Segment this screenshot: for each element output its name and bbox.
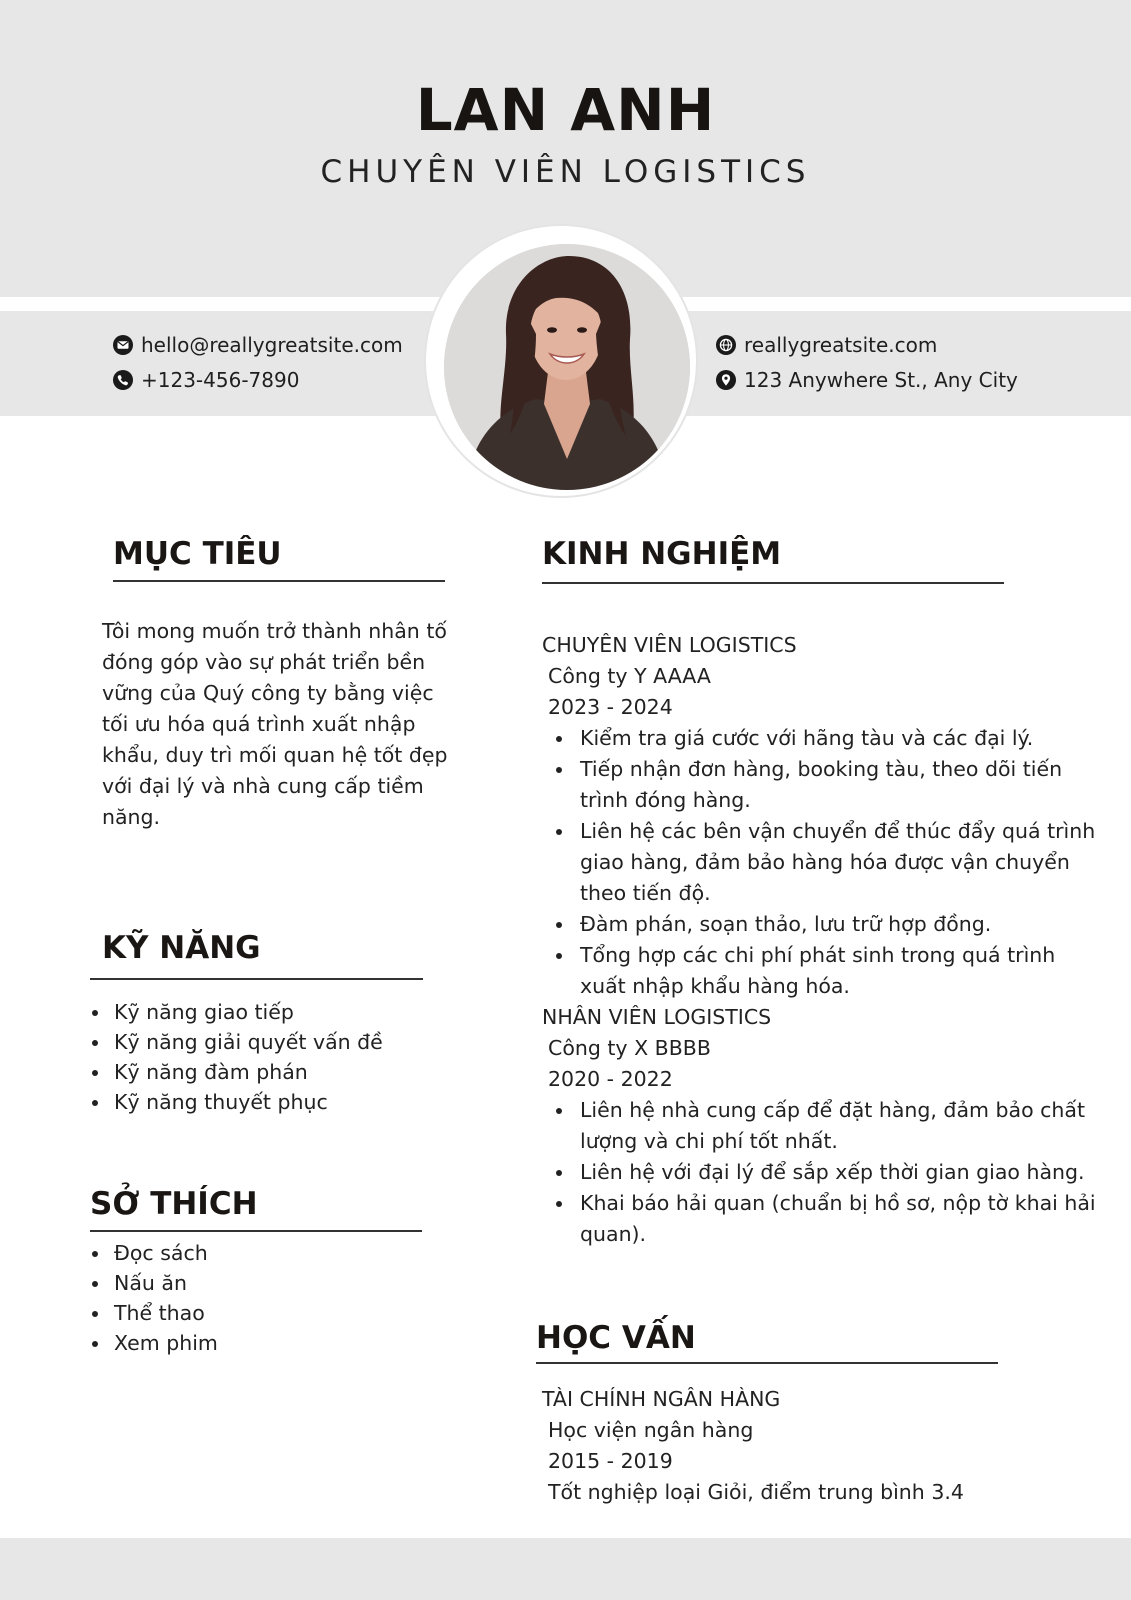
job-duty: Liên hệ nhà cung cấp để đặt hàng, đảm bảo chất lượng và chi phí tốt nhất. bbox=[542, 1095, 1102, 1157]
skill-item: Kỹ năng đàm phán bbox=[90, 1057, 450, 1087]
job-title: CHUYÊN VIÊN LOGISTICS bbox=[320, 154, 811, 190]
phone-icon bbox=[113, 370, 133, 390]
contact-website[interactable] bbox=[716, 333, 937, 357]
website-text: reallygreatsite.com bbox=[744, 333, 938, 357]
education-divider bbox=[536, 1362, 998, 1364]
job-duties bbox=[542, 723, 1102, 1002]
job-duty: Tiếp nhận đơn hàng, booking tàu, theo dõi tiến trình đóng hàng. bbox=[542, 754, 1102, 816]
experience-title: KINH NGHIỆM bbox=[542, 536, 782, 572]
job-role: CHUYÊN VIÊN LOGISTICS bbox=[542, 633, 797, 657]
skill-item: Kỹ năng giải quyết vấn đề bbox=[90, 1027, 450, 1057]
contact-address[interactable] bbox=[716, 368, 1018, 392]
address-text: 123 Anywhere St., Any City bbox=[744, 368, 1018, 392]
objective-title: MỤC TIÊU bbox=[113, 536, 282, 572]
skills-list bbox=[90, 997, 450, 1117]
job-period: 2020 - 2022 bbox=[548, 1067, 673, 1091]
hobbies-list bbox=[90, 1238, 450, 1358]
education-title: HỌC VẤN bbox=[536, 1320, 696, 1356]
hobby-item: Đọc sách bbox=[90, 1238, 450, 1268]
job-duty: Đàm phán, soạn thảo, lưu trữ hợp đồng. bbox=[542, 909, 1102, 940]
skills-divider bbox=[90, 978, 423, 980]
education-school: Học viện ngân hàng bbox=[548, 1418, 754, 1442]
skill-item: Kỹ năng giao tiếp bbox=[90, 997, 450, 1027]
experience-list bbox=[542, 630, 1102, 1250]
hobby-item: Xem phim bbox=[90, 1328, 450, 1358]
profile-photo bbox=[444, 244, 690, 490]
experience-divider bbox=[542, 582, 1004, 584]
skill-item: Kỹ năng thuyết phục bbox=[90, 1087, 450, 1117]
email-icon bbox=[113, 335, 133, 355]
contact-phone[interactable] bbox=[113, 368, 299, 392]
objective-text: Tôi mong muốn trở thành nhân tố đóng góp vào sự phát triển bền vững của Quý công ty bằng việc tối ưu hóa quá trình xuất nhập khẩu, duy trì mối quan hệ tốt đẹp với đại lý và nhà cung cấp tiềm năng. bbox=[102, 619, 448, 829]
skills-title: KỸ NĂNG bbox=[102, 930, 261, 966]
job-duty: Tổng hợp các chi phí phát sinh trong quá trình xuất nhập khẩu hàng hóa. bbox=[542, 940, 1102, 1002]
hobbies-divider bbox=[90, 1230, 422, 1232]
footer-band bbox=[0, 1538, 1131, 1600]
education-period: 2015 - 2019 bbox=[548, 1449, 673, 1473]
location-pin-icon bbox=[716, 370, 736, 390]
contact-email[interactable] bbox=[113, 333, 403, 357]
job-duty: Kiểm tra giá cước với hãng tàu và các đại lý. bbox=[542, 723, 1102, 754]
experience-entry bbox=[542, 630, 1102, 1002]
candidate-name: LAN ANH bbox=[415, 76, 716, 144]
education-major: TÀI CHÍNH NGÂN HÀNG bbox=[542, 1387, 781, 1411]
job-role: NHÂN VIÊN LOGISTICS bbox=[542, 1005, 772, 1029]
globe-icon bbox=[716, 335, 736, 355]
job-duty: Khai báo hải quan (chuẩn bị hồ sơ, nộp tờ khai hải quan). bbox=[542, 1188, 1102, 1250]
experience-entry bbox=[542, 1002, 1102, 1250]
job-company: Công ty Y AAAA bbox=[548, 664, 711, 688]
job-company: Công ty X BBBB bbox=[548, 1036, 711, 1060]
education-entry bbox=[542, 1384, 1102, 1508]
phone-text: +123-456-7890 bbox=[141, 368, 300, 392]
hobbies-title: SỞ THÍCH bbox=[90, 1186, 258, 1222]
job-period: 2023 - 2024 bbox=[548, 695, 673, 719]
email-text: hello@reallygreatsite.com bbox=[141, 333, 403, 357]
portrait-illustration bbox=[444, 244, 690, 490]
education-note: Tốt nghiệp loại Giỏi, điểm trung bình 3.4 bbox=[548, 1480, 964, 1504]
job-duties bbox=[542, 1095, 1102, 1250]
objective-divider bbox=[113, 580, 445, 582]
hobby-item: Nấu ăn bbox=[90, 1268, 450, 1298]
job-duty: Liên hệ các bên vận chuyển để thúc đẩy quá trình giao hàng, đảm bảo hàng hóa được vận chuyển theo tiến độ. bbox=[542, 816, 1102, 909]
hobby-item: Thể thao bbox=[90, 1298, 450, 1328]
job-duty: Liên hệ với đại lý để sắp xếp thời gian giao hàng. bbox=[542, 1157, 1102, 1188]
